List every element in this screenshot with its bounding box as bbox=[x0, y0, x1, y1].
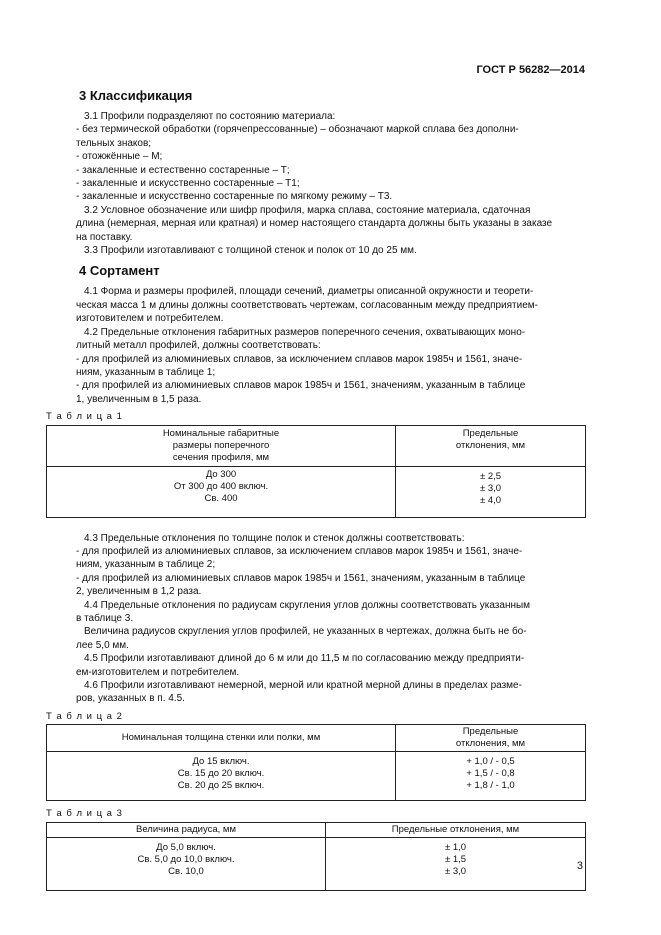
cell-line: До 15 включ. bbox=[192, 756, 250, 768]
paragraph-line: в таблице 3. bbox=[76, 612, 134, 624]
cell-line: ± 1,5 bbox=[444, 853, 467, 865]
table-row bbox=[47, 752, 586, 801]
table-header-cell bbox=[47, 425, 396, 466]
header-line: размеры поперечного bbox=[172, 439, 270, 451]
paragraph-line: 4.5 Профили изготавливают длиной до 6 м или до 11,5 м по согласованию между предприяти- bbox=[84, 653, 525, 665]
paragraph-line: 3.3 Профили изготавливают с толщиной стенок и полок от 10 до 25 мм. bbox=[84, 245, 417, 257]
cell-line: + 1,8 / - 1,0 bbox=[466, 780, 515, 792]
cell-line: Св. 20 до 25 включ. bbox=[177, 780, 265, 792]
table-header-cell: Номинальная толщина стенки или полки, мм bbox=[47, 725, 396, 752]
section-3-text bbox=[76, 110, 586, 257]
section-4-title: 4 Сортамент bbox=[79, 263, 160, 279]
header-line: сечения профиля, мм bbox=[172, 451, 270, 463]
header-line: Предельные bbox=[462, 427, 519, 439]
table-header-cell: Предельные отклонения, мм bbox=[326, 822, 586, 837]
paragraph-line: Величина радиусов скругления углов профилей, не указанных в чертежах, должна быть не бо- bbox=[84, 626, 527, 638]
header-line: отклонения, мм bbox=[455, 738, 526, 750]
page-number: 3 bbox=[576, 860, 583, 872]
cell-line: ± 1,0 bbox=[444, 841, 467, 853]
table-header-row bbox=[47, 725, 586, 752]
cell-line: + 1,5 / - 0,8 bbox=[466, 768, 515, 780]
table-cell bbox=[47, 466, 396, 517]
cell-line: Св. 10,0 bbox=[168, 865, 204, 877]
paragraph-line: 4.3 Предельные отклонения по толщине полок и стенок должны соответствовать: bbox=[84, 532, 465, 544]
table-1 bbox=[46, 425, 586, 518]
document-body bbox=[46, 88, 586, 891]
section-4-text-b bbox=[76, 532, 586, 706]
cell-line: До 300 bbox=[205, 468, 237, 480]
cell-line: ± 3,0 bbox=[479, 482, 502, 494]
paragraph-line: 3.2 Условное обозначение или шифр профиля, марка сплава, состояние материала, сдаточная bbox=[84, 204, 531, 216]
paragraph-line: 4.6 Профили изготавливают немерной, мерной или кратной мерной длины в пределах разме- bbox=[84, 680, 522, 691]
table-cell bbox=[396, 466, 586, 517]
paragraph-line: 3.1 Профили подразделяют по состоянию материала: bbox=[84, 111, 336, 122]
table-cell bbox=[326, 837, 586, 890]
paragraph-line: на поставку. bbox=[76, 231, 133, 243]
table-1-caption: Т а б л и ц а 1 bbox=[46, 411, 123, 423]
cell-line: ± 4,0 bbox=[479, 494, 502, 506]
paragraph-line: - для профилей из алюминиевых сплавов, за исключением сплавов марок 1985ч и 1561, значе- bbox=[76, 353, 523, 365]
paragraph-line: - закаленные и искусственно состаренные – Т1; bbox=[76, 178, 300, 190]
paragraph-line: ческая масса 1 м длины должны соответствовать чертежам, согласованным между предприятием- bbox=[76, 299, 538, 311]
paragraph-line: - закаленные и искусственно состаренные по мягкому режиму – Т3. bbox=[76, 191, 393, 203]
cell-line: До 5,0 включ. bbox=[156, 841, 216, 853]
cell-line: + 1,0 / - 0,5 bbox=[466, 756, 515, 768]
paragraph-line: лее 5,0 мм. bbox=[76, 639, 129, 651]
table-header-cell bbox=[396, 425, 586, 466]
table-2-caption: Т а б л и ц а 2 bbox=[46, 710, 123, 722]
paragraph-line: - без термической обработки (горячепрессованные) – обозначают маркой сплава без дополни- bbox=[76, 124, 519, 136]
paragraph-line: 1, увеличенным в 1,5 раза. bbox=[76, 393, 202, 405]
cell-line: ± 2,5 bbox=[479, 470, 502, 482]
cell-line: Св. 5,0 до 10,0 включ. bbox=[137, 853, 235, 865]
paragraph-line: - для профилей из алюминиевых сплавов, за исключением сплавов марок 1985ч и 1561, значе- bbox=[76, 545, 523, 557]
table-header-row bbox=[47, 425, 586, 466]
paragraph-line: 4.4 Предельные отклонения по радиусам скругления углов должны соответствовать указанным bbox=[84, 599, 531, 611]
paragraph-line: изготовителем и потребителем. bbox=[76, 313, 224, 325]
section-4-text-a bbox=[76, 285, 586, 406]
paragraph-line: ров, указанных в п. 4.5. bbox=[76, 693, 185, 705]
paragraph-line: тельных знаков; bbox=[76, 137, 152, 149]
table-3 bbox=[46, 822, 586, 891]
paragraph-line: ниям, указанным в таблице 1; bbox=[76, 366, 216, 378]
table-header-cell: Величина радиуса, мм bbox=[47, 822, 326, 837]
paragraph-line: - для профилей из алюминиевых сплавов марок 1985ч и 1561, значениям, указанным в таблице bbox=[76, 572, 526, 584]
cell-line: ± 3,0 bbox=[444, 865, 467, 877]
header-line: Номинальные габаритные bbox=[162, 427, 280, 439]
table-row bbox=[47, 837, 586, 890]
paragraph-line: литный металл профилей, должны соответствовать: bbox=[76, 340, 321, 352]
table-2 bbox=[46, 724, 586, 801]
table-row bbox=[47, 466, 586, 517]
paragraph-line: 2, увеличенным в 1,2 раза. bbox=[76, 586, 202, 598]
paragraph-line: - для профилей из алюминиевых сплавов марок 1985ч и 1561, значениям, указанным в таблице bbox=[76, 380, 526, 392]
paragraph-line: 4.1 Форма и размеры профилей, площади сечений, диаметры описанной окружности и теорети- bbox=[84, 286, 534, 298]
document-code: ГОСТ Р 56282—2014 bbox=[476, 64, 585, 76]
table-3-caption: Т а б л и ц а 3 bbox=[46, 808, 123, 820]
table-cell bbox=[396, 752, 586, 801]
table-cell bbox=[47, 752, 396, 801]
table-header-cell bbox=[396, 725, 586, 752]
table-header-row bbox=[47, 822, 586, 837]
cell-line: Св. 15 до 20 включ. bbox=[177, 768, 265, 780]
paragraph-line: ем-изготовителем и потребителем. bbox=[76, 666, 240, 678]
paragraph-line: 4.2 Предельные отклонения габаритных размеров поперечного сечения, охватывающих моно- bbox=[84, 326, 526, 338]
header-line: отклонения, мм bbox=[455, 439, 526, 451]
cell-line: Св. 400 bbox=[204, 492, 238, 504]
cell-line: От 300 до 400 включ. bbox=[173, 480, 269, 492]
paragraph-line: ниям, указанным в таблице 2; bbox=[76, 559, 216, 571]
paragraph-line: длина (немерная, мерная или кратная) и номер настоящего стандарта должны быть указаны в заказе bbox=[76, 218, 553, 230]
section-3-title: 3 Классификация bbox=[79, 88, 193, 103]
header-line: Предельные bbox=[462, 726, 519, 738]
table-cell bbox=[47, 837, 326, 890]
paragraph-line: - закаленные и естественно состаренные – Т; bbox=[76, 164, 290, 176]
paragraph-line: - отожжённые – М; bbox=[76, 151, 163, 163]
